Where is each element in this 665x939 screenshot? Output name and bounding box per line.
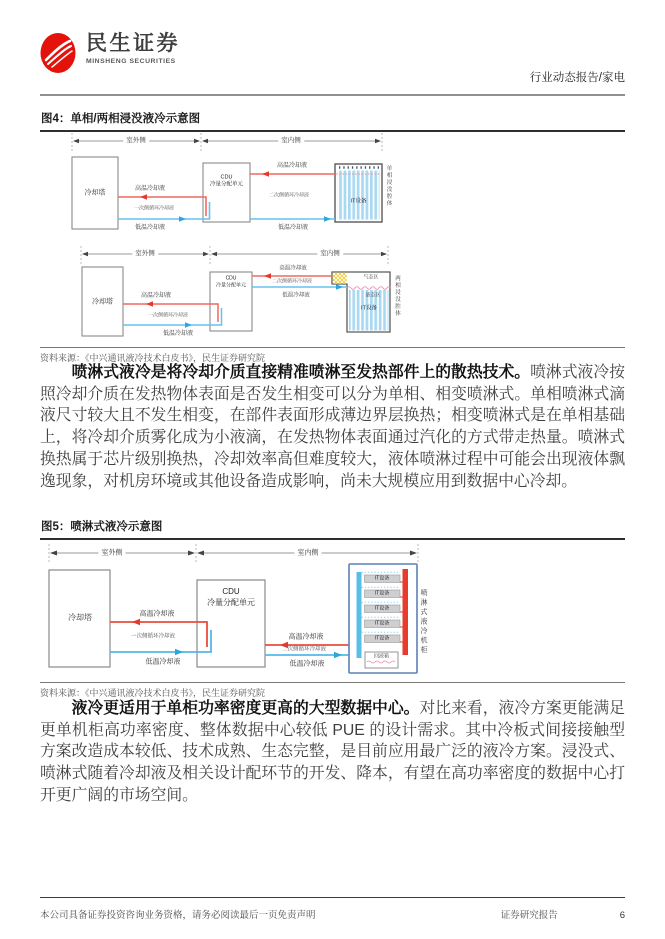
- cold-coolant-label: 低温冷却液: [162, 331, 194, 337]
- brand-text: [86, 32, 180, 65]
- hot-coolant-label: 高温冷却液: [134, 186, 166, 192]
- two-phase-tank-label: 两相浸没腔体: [394, 275, 400, 317]
- secondary-loop-label: 二次侧循环冷却液: [281, 646, 327, 653]
- figure4-diagram: [40, 132, 625, 347]
- brand-name-cn: 民生证券: [86, 32, 180, 55]
- secondary-loop-label: 二次侧循环冷却液: [271, 278, 313, 285]
- primary-loop-label: 一次侧循环冷却液: [130, 633, 176, 640]
- figure4-canvas: [40, 132, 625, 347]
- cold-coolant-label: 低温冷却液: [277, 225, 309, 231]
- cold-coolant-label: 低温冷却液: [289, 660, 325, 668]
- report-type-label: 行业动态报告/家电: [529, 72, 625, 84]
- figure5-diagram: [40, 540, 625, 682]
- outdoor-side-label: 室外侧: [123, 138, 149, 145]
- cdu-label: CDU 冷量分配单元: [207, 587, 255, 607]
- it-equipment-label: IT设备: [350, 198, 367, 205]
- it-equipment-label: IT设备: [374, 620, 390, 627]
- single-phase-tank-label: 单相浸没腔体: [385, 165, 392, 207]
- figure5-source: 资料来源：《中兴通讯液冷技术白皮书》，民生证券研究院: [40, 682, 625, 699]
- return-tank-label: 回液箱: [373, 653, 390, 659]
- paragraph-lead-bold: 液冷更适用于单柜功率密度更高的大型数据中心。: [71, 700, 420, 717]
- primary-loop-label: 一次侧循环冷却液: [147, 312, 189, 319]
- brand-logo: [40, 32, 180, 74]
- it-equipment-label: IT设备: [361, 305, 377, 312]
- indoor-side-label: 室内侧: [295, 550, 322, 557]
- figure5-canvas: [40, 540, 625, 682]
- cold-coolant-label: 低温冷却液: [145, 658, 181, 665]
- outdoor-side-label: 室外侧: [132, 251, 158, 258]
- hot-coolant-label: 高温冷却液: [276, 163, 308, 169]
- cdu-label: CDU 冷量分配单元: [215, 275, 247, 288]
- secondary-loop-label: 二次侧循环冷却液: [268, 192, 310, 199]
- it-equipment-label: IT设备: [374, 605, 390, 612]
- footer-disclaimer: 本公司具备证券投资咨询业务资格，请务必阅读最后一页免责声明: [40, 910, 316, 921]
- gas-zone-label: 气态区: [363, 274, 379, 281]
- page-number: 6: [619, 910, 625, 921]
- condenser-hatch: [333, 273, 347, 284]
- cold-manifold-bar: [357, 572, 362, 658]
- paragraph-body-text: 喷淋式液冷按照冷却介质在发热物体表面是否发生相变可以分为单相、相变喷淋式。单相喷淋式滴液尺寸较大且不发生相变，在部件表面形成薄边界层换热；相变喷淋式是在单相基础上，将冷却介质雾化成为小液滴，在发热物体表面通过汽化的方式带走热量。喷淋式换热属于芯片级别换热，冷却效率高但难度较大，液体喷淋过程中可能会出现液体飘逸现象，对机房环境或其他设备造成影响，尚未大规模应用到数据中心冷却。: [40, 364, 625, 490]
- cooling-tower-label: 冷却塔: [68, 613, 92, 622]
- hot-coolant-label: 高温冷却液: [140, 293, 172, 299]
- hot-coolant-label: 高温冷却液: [288, 633, 324, 641]
- paragraph-body-text: 对比来看，液冷方案更能满足更单机柜高功率密度、整体数据中心较低 PUE 的设计需求。其中冷板式间接接触型方案改造成本较低、技术成熟、生态完整，是目前应用最广泛的液冷方案。浸没式、喷淋式随着冷却液及相关设计配环节的开发、降本，有望在高功率密度的数据中心打开更广阔的市场空间。: [40, 700, 625, 804]
- cdu-label: CDU 冷量分配单元: [209, 174, 244, 188]
- spray-cabinet-label: 喷淋式液冷机柜: [420, 589, 427, 656]
- primary-loop-label: 一次侧循环冷却液: [133, 205, 175, 212]
- liquid-zone-label: 液态区: [365, 292, 381, 299]
- paragraph-spray-cooling: [40, 362, 625, 492]
- brand-name-en: MINSHENG SECURITIES: [86, 58, 176, 66]
- paragraph-liquid-cooling-market: [40, 698, 625, 807]
- cold-coolant-label: 低温冷却液: [134, 225, 166, 231]
- page-footer: [40, 897, 625, 921]
- indoor-side-label: 室内侧: [317, 251, 343, 258]
- figure4-source: 资料来源：《中兴通讯液冷技术白皮书》，民生证券研究院: [40, 347, 625, 364]
- it-equipment-label: IT设备: [374, 575, 390, 582]
- cooling-tower-label: 冷却塔: [84, 189, 106, 197]
- figure5-title: 图5：喷淋式液冷示意图: [40, 516, 625, 540]
- outdoor-side-label: 室外侧: [99, 550, 126, 557]
- it-equipment-label: IT设备: [374, 590, 390, 597]
- cooling-tower-label: 冷却塔: [92, 298, 113, 306]
- hot-coolant-label: 高温冷却液: [139, 610, 175, 618]
- cold-coolant-label: 低温冷却液: [282, 291, 310, 298]
- footer-report-label: 证券研究报告: [500, 910, 558, 921]
- figure4-title: 图4：单相/两相浸没液冷示意图: [40, 108, 625, 132]
- hot-coolant-label: 高温冷却液: [279, 264, 307, 271]
- minsheng-logo-icon: [40, 32, 78, 74]
- figure4: [40, 108, 625, 364]
- figure5: [40, 516, 625, 699]
- paragraph-lead-bold: 喷淋式液冷是将冷却介质直接精准喷淋至发热部件上的散热技术。: [71, 364, 531, 381]
- it-equipment-label: IT设备: [374, 635, 390, 642]
- page-header: [40, 0, 625, 96]
- hot-manifold-bar: [403, 569, 409, 655]
- indoor-side-label: 室内侧: [278, 138, 304, 145]
